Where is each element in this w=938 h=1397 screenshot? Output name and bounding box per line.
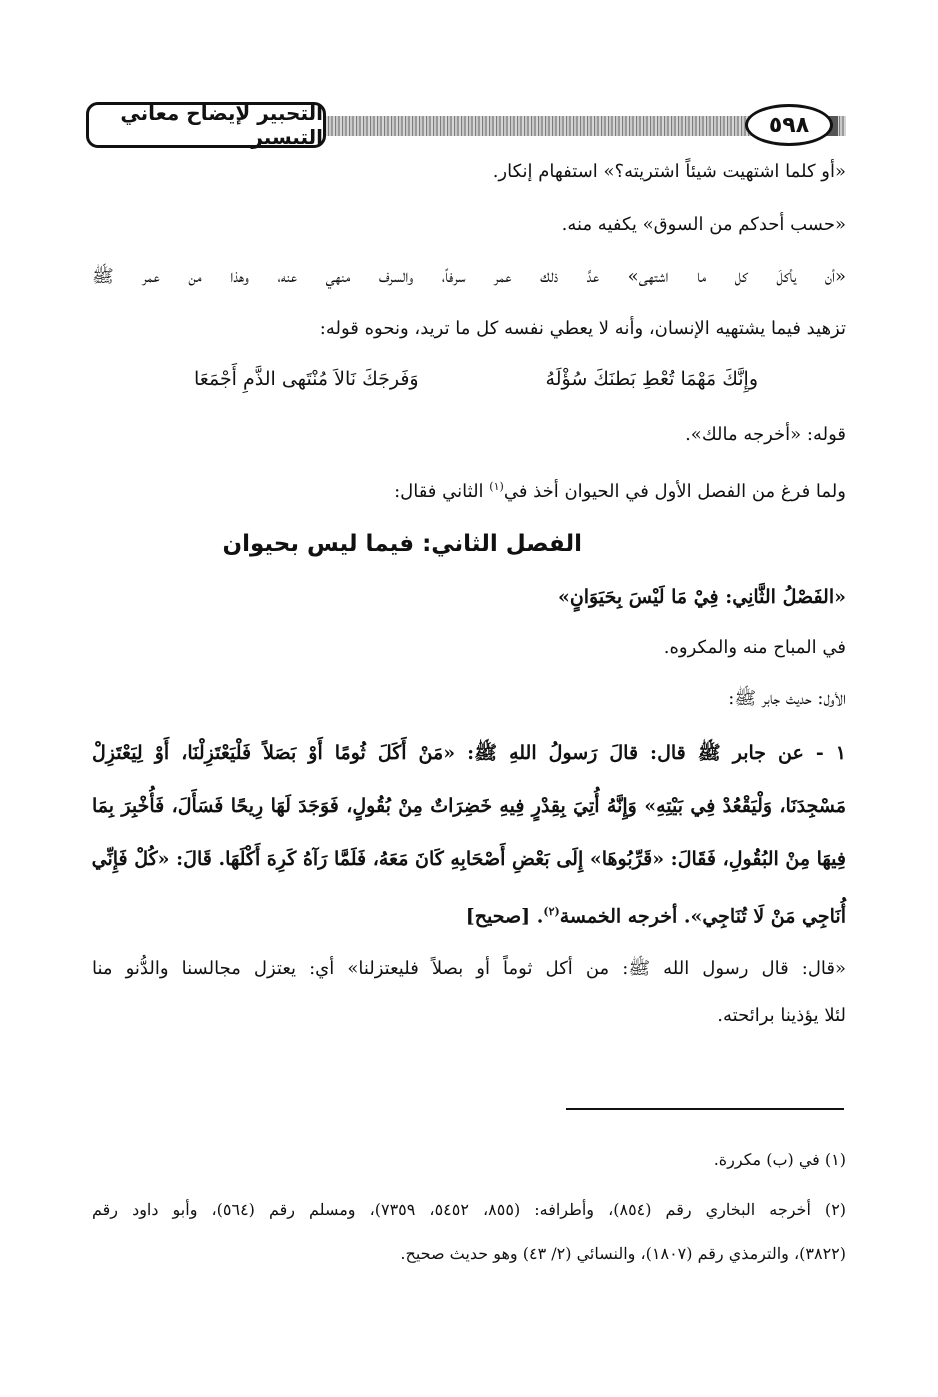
text-line: الأول: حديث جابر ﷺ: [728,688,846,709]
commentary-line: لئلا يؤذينا برائحته. [717,1005,846,1026]
text-line: تزهيد فيما يشتهيه الإنسان، وأنه لا يعطي نفسه كل ما تريد، ونحوه قوله: [319,318,846,339]
text-line: «حسب أحدكم من السوق» يكفيه منه. [561,214,846,235]
footnote-separator [566,1108,844,1110]
hadith-line [466,897,846,931]
text-segment: الثاني فقال: [394,481,484,502]
text-line [394,472,846,507]
text-segment: ولما فرغ من الفصل الأول في الحيوان أخذ في [503,481,846,502]
chapter-quote: «الفَصْلُ الثَّانِي: فِيْ مَا لَيْسَ بِحَيَوَانٍ» [557,586,846,608]
hadith-grade: . [صحيح] [465,905,544,928]
footnote-marker: (٢) [543,905,560,918]
text-line: «أو كلما اشتهيت شيئاً اشتريته؟» استفهام إنكار. [492,161,846,182]
verse-first-hemistich: وإِنَّكَ مَهْمَا تُعْطِ بَطنَكَ سُؤْلَهُ [545,368,758,390]
text-line: «أن يأكلَ كل ما اشتهى» عدَّ ذلك عمر سرفاً، والسرف منهي عنه، وهذا من عمر ﷺ [92,266,846,287]
hadith-line: فِيهَا مِنْ البُقُولِ، فَقَالَ: «قَرِّبُوهَا» إِلَى بَعْضِ أَصْحَابِهِ كَانَ مَعَهُ، فَلَمَّا رَآهُ كَرِهَ أَكْلَهَا. قَالَ: «كُلْ فَإِنِّي [91,848,846,870]
text-line: قوله: «أخرجه مالك». [685,424,846,445]
text-line: في المباح منه والمكروه. [663,637,846,658]
commentary-line: «قال: قال رسول الله ﷺ: من أكل ثوماً أو بصلاً فليعتزلنا» أي: يعتزل مجالسنا والدُّنو منا [92,958,846,979]
verse-second-hemistich: وَفَرجَكَ نَالاَ مُنْتَهى الذَّمِ أَجْمَعَا [194,368,419,390]
book-title: التحبير لإيضاح معاني التيسير [86,102,326,148]
chapter-heading: الفصل الثاني: فيما ليس بحيوان [222,531,582,557]
footnote: (١) في (ب) مكررة. [713,1150,846,1169]
hadith-line: مَسْجِدَنَا، وَلْيَقْعُدْ فِي بَيْتِهِ» وَإِنَّهُ أُتِيَ بِقِدْرٍ فِيهِ خَضِرَاتٌ مِنْ بُقُولٍ، فَوَجَدَ لَهَا رِيحًا فَسَأَلَ، فَأُخْبِرَ بِمَا [92,795,846,817]
footnote-marker: (١) [489,480,504,493]
hadith-line: ١ - عن جابر ﷺ قال: قالَ رَسولُ اللهِ ﷺ: «مَنْ أَكَلَ ثُومًا أَوْ بَصَلاً فَلْيَعْتَزِلْنَا، أَوْ لِيَعْتَزِلْ [92,742,847,764]
hadith-text: أُنَاجِي مَنْ لَا تُنَاجِي». أخرجه الخمسة [559,905,846,928]
page-number: ٥٩٨ [745,104,833,146]
footnote: (٣٨٢٢)، والترمذي رقم (١٨٠٧)، والنسائي (٢/ ٤٣) وهو حديث صحيح. [400,1244,846,1263]
footnote: (٢) أخرجه البخاري رقم (٨٥٤)، وأطرافه: (٨٥٥، ٥٤٥٢، ٧٣٥٩)، ومسلم رقم (٥٦٤)، وأبو داود رقم [92,1200,847,1219]
